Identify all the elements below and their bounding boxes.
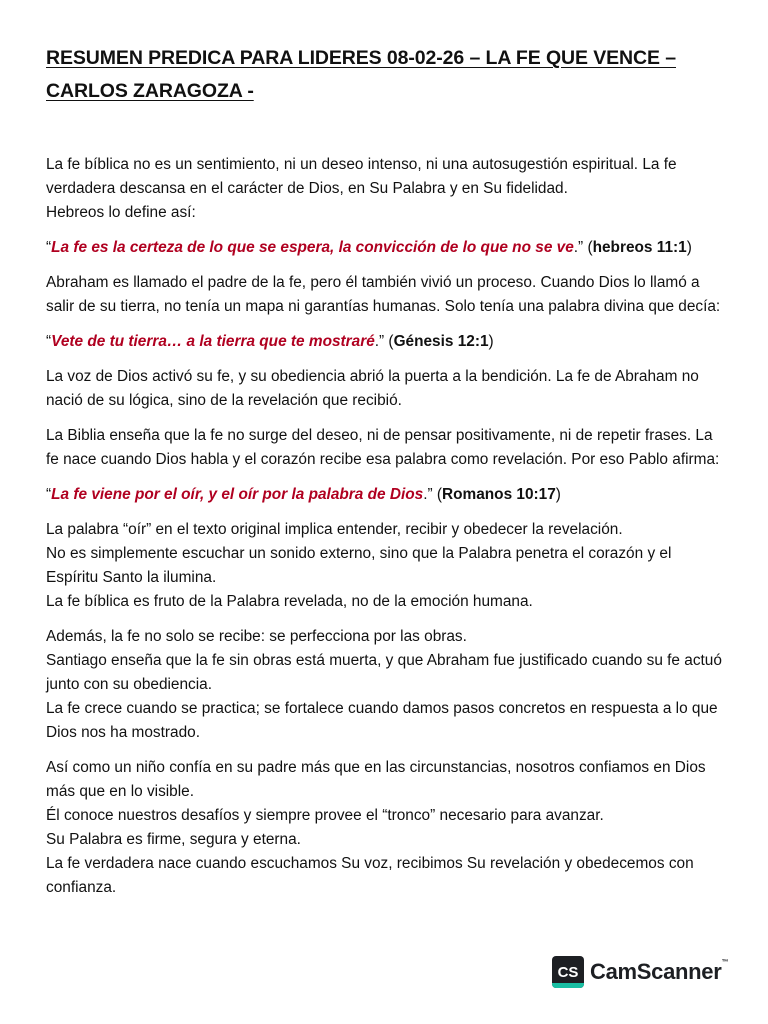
title-line-1: RESUMEN PREDICA PARA LIDERES 08-02-26 – LA FE QUE VENCE – — [46, 47, 676, 69]
paragraph-1-line-1: La fe bíblica no es un sentimiento, ni un deseo intenso, ni una autosugestión espiritual. La fe verdadera descansa en el carácter de Dios, en Su Palabra y en Su fidelidad. — [46, 156, 677, 197]
quote-text: La fe viene por el oír, y el oír por la palabra de Dios — [51, 486, 424, 503]
quote-genesis — [46, 330, 726, 354]
paragraph-6-line-1: Además, la fe no solo se recibe: se perfecciona por las obras. — [46, 628, 467, 645]
paragraph-6-line-2: Santiago enseña que la fe sin obras está muerta, y que Abraham fue justificado cuando su fe actuó junto con su obediencia. — [46, 652, 722, 693]
paragraph-7-line-2: Él conoce nuestros desafíos y siempre provee el “tronco” necesario para avanzar. — [46, 807, 604, 824]
paragraph-5 — [46, 518, 726, 614]
paragraph-7-line-1: Así como un niño confía en su padre más que en las circunstancias, nosotros confiamos en Dios más que en lo visible. — [46, 759, 706, 800]
quote-open-mark: “ — [46, 333, 52, 350]
paragraph-1-line-2: Hebreos lo define así: — [46, 204, 196, 221]
document-body — [46, 153, 726, 900]
camscanner-wordmark — [590, 959, 728, 985]
quote-reference: Génesis 12:1 — [393, 333, 489, 350]
document-title — [46, 42, 726, 108]
quote-open-mark: “ — [46, 486, 52, 503]
camscanner-badge-text: CS — [557, 963, 579, 981]
camscanner-tm: ™ — [721, 959, 729, 966]
paragraph-1 — [46, 153, 726, 225]
camscanner-name: CamScanner — [590, 959, 722, 984]
quote-open-mark: “ — [46, 239, 52, 256]
document-page — [46, 42, 726, 911]
camscanner-watermark — [552, 956, 728, 988]
paragraph-5-line-2: No es simplemente escuchar un sonido externo, sino que la Palabra penetra el corazón y el Espíritu Santo la ilumina. — [46, 545, 672, 586]
quote-end-paren: ) — [488, 333, 494, 350]
quote-close-mark: .” ( — [423, 486, 443, 503]
paragraph-5-line-3: La fe bíblica es fruto de la Palabra revelada, no de la emoción humana. — [46, 593, 533, 610]
paragraph-7 — [46, 756, 726, 900]
quote-text: Vete de tu tierra… a la tierra que te mostraré — [51, 333, 375, 350]
quote-end-paren: ) — [686, 239, 692, 256]
quote-romanos — [46, 483, 726, 507]
quote-reference: Romanos 10:17 — [442, 486, 556, 503]
quote-close-mark: .” ( — [374, 333, 394, 350]
paragraph-7-line-3: Su Palabra es firme, segura y eterna. — [46, 831, 301, 848]
paragraph-6-line-3: La fe crece cuando se practica; se fortalece cuando damos pasos concretos en respuesta a lo que Dios nos ha mostrado. — [46, 700, 718, 741]
quote-text: La fe es la certeza de lo que se espera, la convicción de lo que no se ve — [51, 239, 574, 256]
quote-close-mark: .” ( — [573, 239, 593, 256]
paragraph-5-line-1: La palabra “oír” en el texto original implica entender, recibir y obedecer la revelación. — [46, 521, 623, 538]
paragraph-6 — [46, 625, 726, 745]
paragraph-7-line-4: La fe verdadera nace cuando escuchamos Su voz, recibimos Su revelación y obedecemos con confianza. — [46, 855, 694, 896]
quote-reference: hebreos 11:1 — [592, 239, 687, 256]
title-line-2: CARLOS ZARAGOZA - — [46, 80, 254, 102]
quote-end-paren: ) — [555, 486, 561, 503]
paragraph-4: La Biblia enseña que la fe no surge del deseo, ni de pensar positivamente, ni de repetir frases. La fe nace cuando Dios habla y el corazón recibe esa palabra como revelación. Por eso Pablo afirma: — [46, 427, 720, 468]
quote-hebreos — [46, 236, 726, 260]
paragraph-3: La voz de Dios activó su fe, y su obediencia abrió la puerta a la bendición. La fe de Abraham no nació de su lógica, sino de la revelación que recibió. — [46, 368, 699, 409]
paragraph-2: Abraham es llamado el padre de la fe, pero él también vivió un proceso. Cuando Dios lo llamó a salir de su tierra, no tenía un mapa ni garantías humanas. Solo tenía una palabra divina que decía: — [46, 274, 721, 315]
camscanner-logo-icon — [552, 956, 584, 988]
